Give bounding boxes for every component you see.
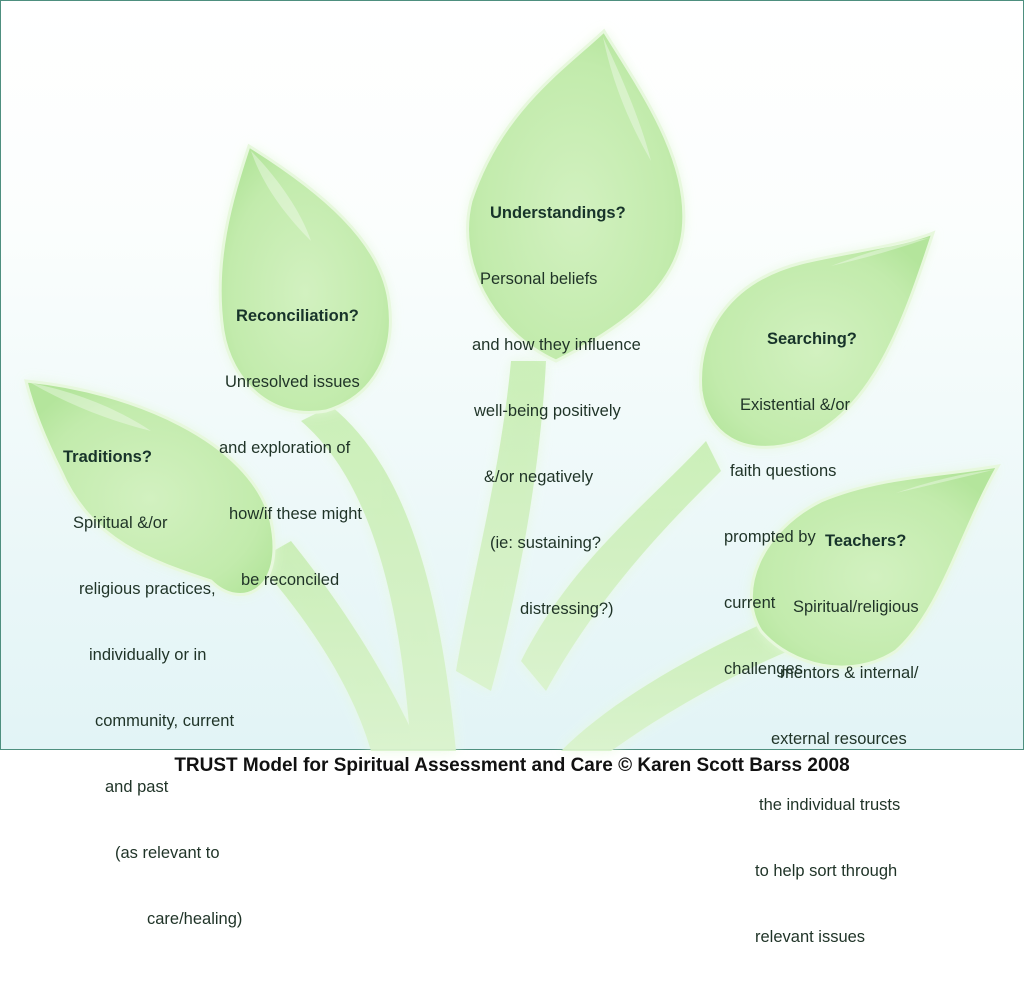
leaf-line: and how they influence	[472, 336, 641, 354]
leaf-heading-traditions: Traditions?	[63, 448, 152, 466]
leaf-line: well-being positively	[474, 402, 621, 420]
leaf-line: religious practices,	[79, 580, 216, 598]
leaf-line: Spiritual &/or	[73, 514, 168, 532]
leaf-line: the individual trusts	[759, 796, 901, 814]
leaf-line: and past	[105, 778, 169, 796]
leaf-line: to help sort through	[755, 862, 898, 880]
leaf-line: current	[724, 594, 776, 612]
leaf-line: Existential &/or	[740, 396, 851, 414]
leaf-line: challenges	[724, 660, 803, 678]
leaf-text-understandings	[472, 158, 641, 664]
leaf-line: (ie: sustaining?	[490, 534, 601, 552]
leaf-line: community, current	[95, 712, 235, 730]
leaf-text-teachers	[755, 486, 919, 992]
leaf-heading-reconciliation: Reconciliation?	[236, 307, 359, 325]
leaf-line: be reconciled	[241, 571, 340, 589]
leaf-line: Personal beliefs	[480, 270, 598, 288]
leaf-heading-understandings: Understandings?	[490, 204, 626, 222]
leaf-line: how/if these might	[229, 505, 362, 523]
leaf-line: external resources	[771, 730, 907, 748]
leaf-line: faith questions	[730, 462, 837, 480]
leaf-line: individually or in	[89, 646, 207, 664]
leaf-line: relevant issues	[755, 928, 866, 946]
figure-caption: TRUST Model for Spiritual Assessment and Care © Karen Scott Barss 2008	[174, 755, 850, 776]
leaf-text-traditions	[63, 402, 242, 974]
leaf-line: Unresolved issues	[225, 373, 360, 391]
leaf-text-reconciliation	[219, 261, 362, 635]
leaf-line: care/healing)	[147, 910, 243, 928]
leaf-line: prompted by	[724, 528, 816, 546]
leaf-line: distressing?)	[520, 600, 614, 618]
leaf-line: mentors & internal/	[780, 664, 919, 682]
leaf-line: and exploration of	[219, 439, 351, 457]
leaf-line: (as relevant to	[115, 844, 220, 862]
leaf-heading-teachers: Teachers?	[825, 532, 907, 550]
leaf-line: Spiritual/religious	[793, 598, 919, 616]
leaf-heading-searching: Searching?	[767, 330, 857, 348]
leaf-line: &/or negatively	[484, 468, 594, 486]
